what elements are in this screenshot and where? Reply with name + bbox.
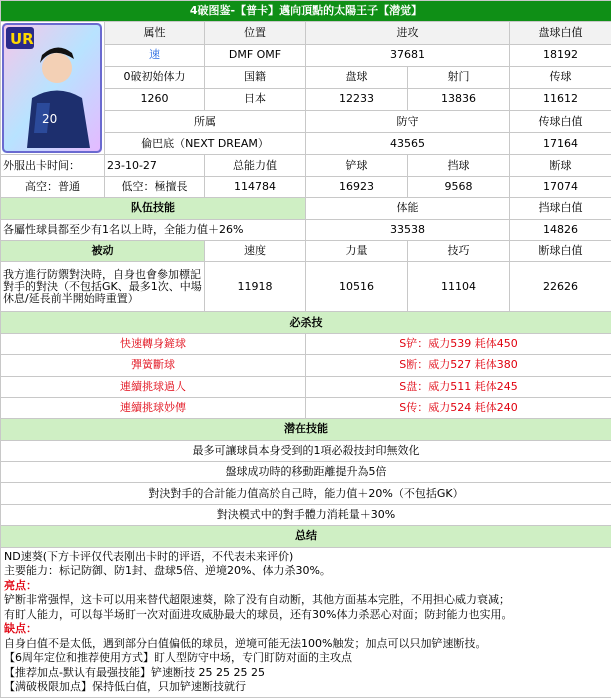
rarity-badge: UR [10, 30, 34, 48]
block-label: 挡球 [408, 155, 510, 176]
summary-weakness-heading: 缺点： [4, 622, 608, 637]
defense-label: 防守 [306, 111, 510, 133]
dribble-white-value: 18192 [510, 44, 611, 66]
summary-body [1, 547, 611, 697]
block-white-value: 14826 [510, 219, 611, 240]
defense-value: 43565 [306, 133, 510, 155]
power-value: 10516 [306, 262, 408, 312]
ground-value: 低空：極擅長 [105, 176, 205, 197]
special-skill-row [1, 397, 611, 418]
summary-line: 【推荐加点-默认有最强技能】铲速断技 25 25 25 25 [4, 666, 608, 681]
shoot-value: 13836 [408, 88, 510, 110]
dribble-label: 盘球 [306, 66, 408, 88]
shoot-label: 射门 [408, 66, 510, 88]
pos-value: DMF OMF [205, 44, 306, 66]
special-skill-name: 連續挑球過人 [1, 376, 306, 397]
latent-skill-item: 盤球成功時的移動距離提升為5倍 [1, 462, 611, 483]
special-skill-stats: S铲：威力539 耗体450 [306, 333, 611, 354]
stamina-label: 0破初始体力 [105, 66, 205, 88]
latent-skills-heading: 潜在技能 [1, 419, 611, 440]
player-portrait-image [2, 23, 102, 153]
summary-line: ND速葵(下方卡评仅代表刚出卡时的评语，不代表未来评价) [4, 550, 608, 565]
attr-label: 属性 [105, 22, 205, 44]
svg-text:20: 20 [42, 112, 57, 126]
intercept-white-value: 22626 [510, 262, 611, 312]
aerial-value: 高空：普通 [1, 176, 105, 197]
stamina-stat-label: 体能 [306, 198, 510, 219]
special-skill-row [1, 355, 611, 376]
total-label: 总能力值 [205, 155, 306, 176]
special-skill-stats: S盘：威力511 耗体245 [306, 376, 611, 397]
summary-line: 自身白值不是太低，遇到部分白值偏低的球员，逆境可能无法100%触发；加点可以只加铲速断技。 [4, 637, 608, 652]
release-date: 23-10-27 [105, 155, 205, 176]
intercept-value: 17074 [510, 176, 611, 197]
pass-white-value: 17164 [510, 133, 611, 155]
speed-value: 11918 [205, 262, 306, 312]
special-skill-name: 連續挑球妙傳 [1, 397, 306, 418]
latent-skill-item: 對決模式中的對手體力消耗量＋30% [1, 504, 611, 525]
tackle-label: 铲球 [306, 155, 408, 176]
release-date-label: 外服出卡时间： [1, 155, 105, 176]
special-skill-name: 快速轉身鏟球 [1, 333, 306, 354]
block-value: 9568 [408, 176, 510, 197]
tackle-value: 16923 [306, 176, 408, 197]
summary-highlight-heading: 亮点： [4, 579, 608, 594]
special-skill-row [1, 376, 611, 397]
dribble-value: 12233 [306, 88, 408, 110]
special-skill-stats: S传：威力524 耗体240 [306, 397, 611, 418]
dribble-white-label: 盘球白值 [510, 22, 611, 44]
power-label: 力量 [306, 240, 408, 261]
team-skill-heading: 队伍技能 [1, 198, 306, 219]
intercept-white-label: 断球白值 [510, 240, 611, 261]
special-skill-row [1, 333, 611, 354]
total-value: 114784 [205, 176, 306, 197]
special-skill-name: 彈簧斷球 [1, 355, 306, 376]
team-label: 所属 [105, 111, 306, 133]
intercept-label: 断球 [510, 155, 611, 176]
page-title: 4破图鉴-【普卡】邁向頂點的太陽王子【潜觉】 [1, 1, 611, 22]
special-skills-heading: 必杀技 [1, 312, 611, 333]
tech-label: 技巧 [408, 240, 510, 261]
latent-skill-item: 對決對手的合計能力值高於自己時，能力值＋20%（不包括GK） [1, 483, 611, 504]
pass-label: 传球 [510, 66, 611, 88]
block-white-label: 挡球白值 [510, 198, 611, 219]
offense-label: 进攻 [306, 22, 510, 44]
pos-label: 位置 [205, 22, 306, 44]
summary-line: 【满破极限加点】保持低白值，只加铲速断技就行 [4, 680, 608, 695]
offense-value: 37681 [306, 44, 510, 66]
passive-heading: 被动 [1, 240, 205, 261]
team-skill-text: 各屬性球員都至少有1名以上時，全能力值＋26% [1, 219, 306, 240]
summary-heading: 总结 [1, 526, 611, 547]
pass-value: 11612 [510, 88, 611, 110]
special-skill-stats: S断：威力527 耗体380 [306, 355, 611, 376]
tech-value: 11104 [408, 262, 510, 312]
stamina-stat-value: 33538 [306, 219, 510, 240]
card-portrait [1, 22, 105, 155]
stamina-value: 1260 [105, 88, 205, 110]
team-value: 倫巴底（NEXT DREAM） [105, 133, 306, 155]
attr-value: 速 [105, 44, 205, 66]
passive-text: 我方進行防禦對決時，自身也會參加標記對手的對決（不包括GK、最多1次、中場休息/延長前半開始時重置） [1, 262, 205, 312]
summary-line: 【6周年定位和推荐使用方式】盯人型防守中场，专门盯防对面的主攻点 [4, 651, 608, 666]
nation-value: 日本 [205, 88, 306, 110]
pass-white-label: 传球白值 [510, 111, 611, 133]
summary-line: 铲断非常强悍，这卡可以用来替代超限速葵，除了没有自动断，其他方面基本完胜，不用担心威力衰减； [4, 593, 608, 608]
summary-line: 有盯人能力，可以每半场盯一次对面进攻威胁最大的球员，还有30%体力杀恶心对面；防封能力也实用。 [4, 608, 608, 623]
speed-label: 速度 [205, 240, 306, 261]
nation-label: 国籍 [205, 66, 306, 88]
latent-skill-item: 最多可讓球員本身受到的1項必殺技封印無效化 [1, 440, 611, 461]
summary-line: 主要能力：标记防御、防1封、盘球5倍、逆境20%、体力杀30%。 [4, 564, 608, 579]
